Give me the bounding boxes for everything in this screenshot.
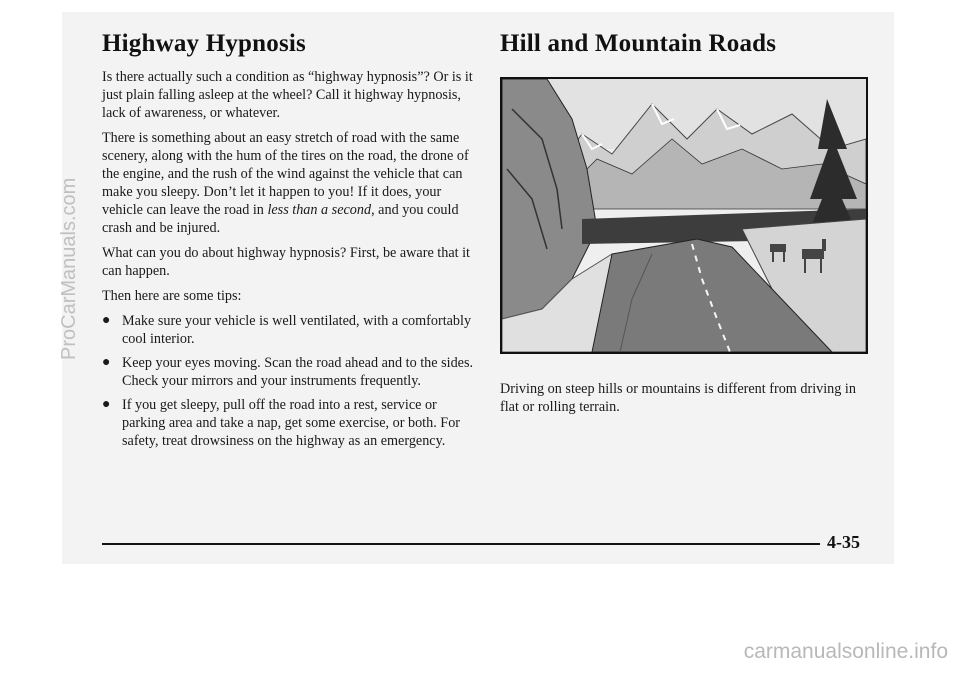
highway-hypnosis-section [102,30,482,456]
paragraph-tips-intro: Then here are some tips: [102,288,242,304]
tips-list [102,312,482,450]
tip-text: Keep your eyes moving. Scan the road ahead and to the sides. Check your mirrors and your instruments frequently. [122,355,474,389]
mountain-road-drawing [502,79,866,352]
paragraph-what-can-you-do: What can you do about highway hypnosis? First, be aware that it can happen. [102,245,471,279]
bullet-icon: ● [102,313,111,328]
section-heading-highway-hypnosis: Highway Hypnosis [102,30,306,57]
paragraph-scenery-text-b: , and you could crash and be injured. [102,202,459,236]
tip-text: If you get sleepy, pull off the road into a rest, service or parking area and take a nap, get some exercise, or both. For safety, treat drowsiness on the highway as an emergency. [122,397,461,449]
illustration-caption: Driving on steep hills or mountains is different from driving in flat or rolling terrain. [500,381,856,415]
paragraph-scenery-text-a: There is something about an easy stretch of road with the same scenery, along with the hum of the tires on the road, the drone of the engine, and the rush of the wind against the vehicle that can make you sleepy. Don’t let it happen to you! If it does, your vehicle can leave the road in [102,130,469,218]
paragraph-scenery [102,129,482,237]
bullet-icon: ● [102,355,111,370]
tip-item [102,312,482,348]
mountain-road-illustration [500,77,868,354]
paragraph-scenery-emphasis: less than a second [267,202,372,218]
page-number: 4-35 [827,532,860,552]
section-heading-hill-mountain: Hill and Mountain Roads [500,30,777,57]
hill-mountain-section [500,30,870,68]
tip-item [102,396,482,450]
footer-rule [102,543,820,545]
paragraph-intro: Is there actually such a condition as “highway hypnosis”? Or is it just plain falling asleep at the wheel? Call it highway hypnosis, lack of awareness, or whatever. [102,69,473,121]
tip-text: Make sure your vehicle is well ventilated, with a comfortably cool interior. [122,313,472,347]
tip-item [102,354,482,390]
side-watermark: ProCarManuals.com [58,177,80,360]
bullet-icon: ● [102,397,111,412]
bottom-watermark: carmanualsonline.info [743,640,948,663]
